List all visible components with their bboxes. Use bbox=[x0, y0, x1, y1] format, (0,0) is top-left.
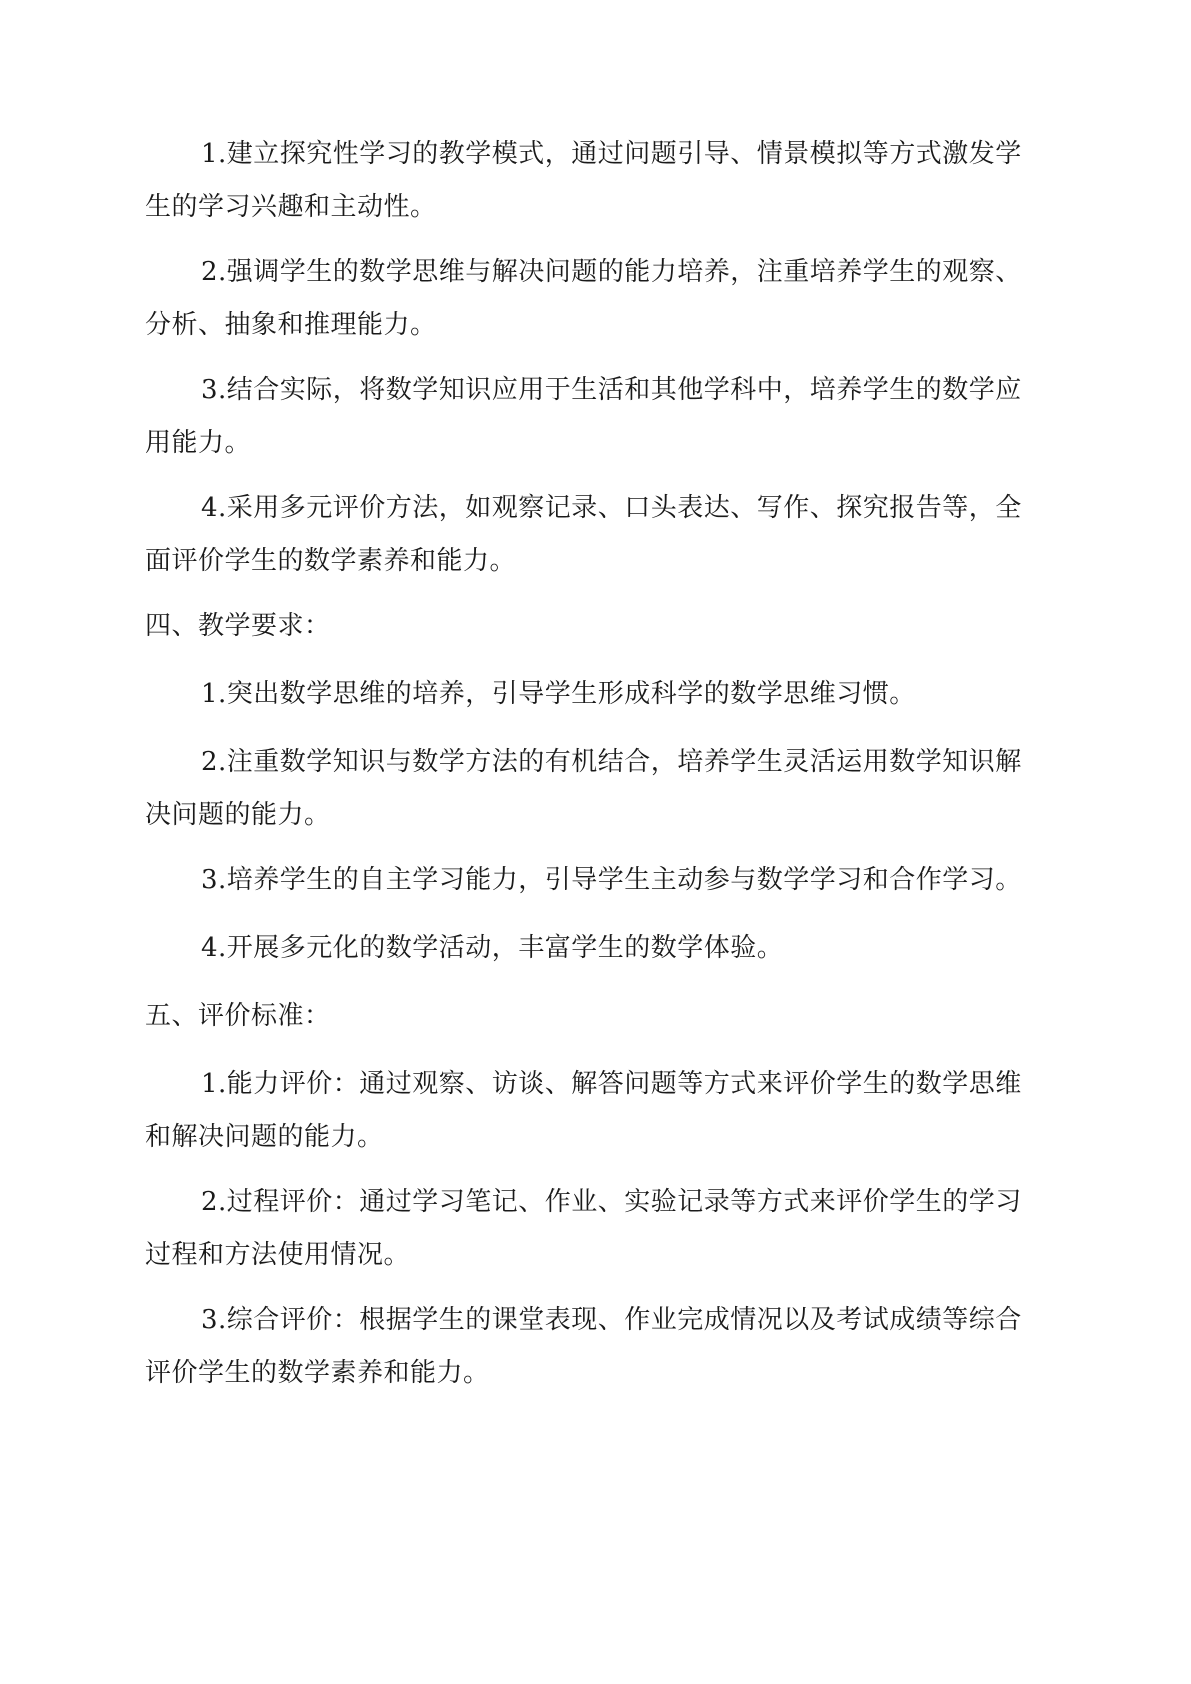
paragraph-requirement-2: 2.注重数学知识与数学方法的有机结合，培养学生灵活运用数学知识解决问题的能力。 bbox=[145, 747, 1022, 830]
section-heading-evaluation-standards: 五、评价标准： bbox=[145, 1001, 331, 1031]
paragraph-comprehensive-evaluation: 3.综合评价：根据学生的课堂表现、作业完成情况以及考试成绩等综合评价学生的数学素养和能力。 bbox=[145, 1305, 1022, 1388]
paragraph-teaching-model: 1.建立探究性学习的教学模式，通过问题引导、情景模拟等方式激发学生的学习兴趣和主动性。 bbox=[145, 139, 1022, 222]
paragraph-ability-evaluation: 1.能力评价：通过观察、访谈、解答问题等方式来评价学生的数学思维和解决问题的能力。 bbox=[145, 1069, 1022, 1152]
paragraph-requirement-4: 4.开展多元化的数学活动，丰富学生的数学体验。 bbox=[201, 933, 784, 963]
paragraph-math-thinking: 2.强调学生的数学思维与解决问题的能力培养，注重培养学生的观察、分析、抽象和推理能力。 bbox=[145, 257, 1022, 340]
paragraph-requirement-1: 1.突出数学思维的培养，引导学生形成科学的数学思维习惯。 bbox=[201, 679, 916, 709]
paragraph-process-evaluation: 2.过程评价：通过学习笔记、作业、实验记录等方式来评价学生的学习过程和方法使用情况。 bbox=[145, 1187, 1022, 1270]
section-heading-teaching-requirements: 四、教学要求： bbox=[145, 611, 331, 641]
paragraph-real-application: 3.结合实际，将数学知识应用于生活和其他学科中，培养学生的数学应用能力。 bbox=[145, 375, 1022, 458]
paragraph-evaluation-methods: 4.采用多元评价方法，如观察记录、口头表达、写作、探究报告等，全面评价学生的数学素养和能力。 bbox=[145, 493, 1022, 576]
paragraph-requirement-3: 3.培养学生的自主学习能力，引导学生主动参与数学学习和合作学习。 bbox=[201, 865, 1022, 895]
